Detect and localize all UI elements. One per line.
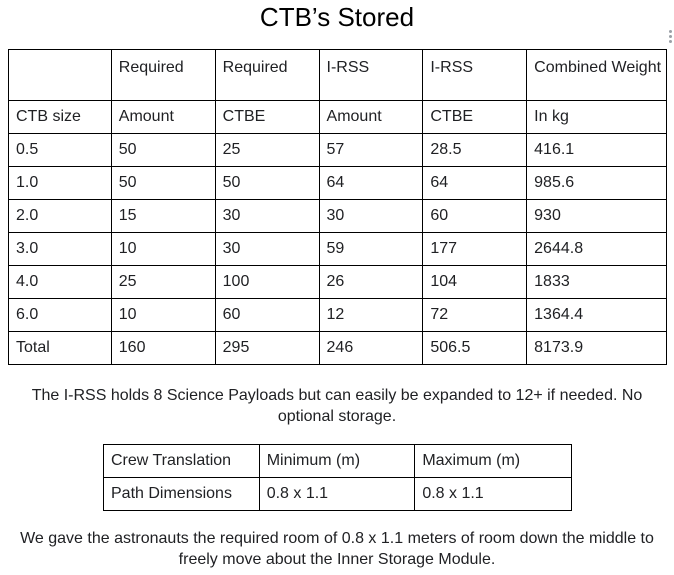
header-row-top	[9, 50, 667, 101]
table-cell: 28.5	[423, 134, 527, 167]
table-row	[104, 478, 572, 511]
total-row	[9, 332, 667, 365]
table-cell: 0.5	[9, 134, 112, 167]
table-cell: 50	[215, 167, 319, 200]
table-cell: 506.5	[423, 332, 527, 365]
table-cell: 1364.4	[527, 299, 667, 332]
table-cell: 50	[111, 167, 215, 200]
table-cell: 100	[215, 266, 319, 299]
table-row	[9, 200, 667, 233]
header-cell: Amount	[319, 101, 423, 134]
table-cell: 10	[111, 299, 215, 332]
table-cell: 0.8 x 1.1	[259, 478, 415, 511]
table-cell: 4.0	[9, 266, 112, 299]
crew-translation-table	[103, 444, 572, 511]
payload-note: The I-RSS holds 8 Science Payloads but can easily be expanded to 12+ if needed. No optional storage.	[31, 387, 643, 425]
table-cell: Path Dimensions	[104, 478, 260, 511]
room-note: We gave the astronauts the required room of 0.8 x 1.1 meters of room down the middle to freely move about the Inner Storage Module.	[20, 530, 654, 568]
table-cell: 985.6	[527, 167, 667, 200]
header-cell: Combined Weight	[527, 50, 667, 101]
header-cell: I-RSS	[423, 50, 527, 101]
table-cell: 0.8 x 1.1	[415, 478, 572, 511]
table-cell: 50	[111, 134, 215, 167]
table-cell: 6.0	[9, 299, 112, 332]
table-cell: 246	[319, 332, 423, 365]
table-cell: 416.1	[527, 134, 667, 167]
table-cell: 30	[215, 200, 319, 233]
header-row-bottom	[9, 101, 667, 134]
header-cell: Amount	[111, 101, 215, 134]
header-cell: In kg	[527, 101, 667, 134]
header-cell	[9, 50, 112, 101]
more-options-icon[interactable]	[666, 27, 674, 45]
header-cell: CTBE	[215, 101, 319, 134]
table-cell: 30	[215, 233, 319, 266]
table-cell: Total	[9, 332, 112, 365]
page-title: CTB’s Stored	[259, 2, 415, 32]
table-cell: 12	[319, 299, 423, 332]
table-cell: 160	[111, 332, 215, 365]
table-cell: 930	[527, 200, 667, 233]
table-cell: 2644.8	[527, 233, 667, 266]
table-cell: 295	[215, 332, 319, 365]
table-cell: 3.0	[9, 233, 112, 266]
table-row	[9, 134, 667, 167]
table-row	[9, 233, 667, 266]
table-cell: 59	[319, 233, 423, 266]
table-cell: 25	[215, 134, 319, 167]
table-cell: 15	[111, 200, 215, 233]
table-row	[9, 167, 667, 200]
header-cell: Required	[215, 50, 319, 101]
table-cell: 64	[319, 167, 423, 200]
table-cell: 26	[319, 266, 423, 299]
header-cell: CTBE	[423, 101, 527, 134]
table-cell: 8173.9	[527, 332, 667, 365]
table-cell: 64	[423, 167, 527, 200]
header-cell: Required	[111, 50, 215, 101]
header-cell: Minimum (m)	[259, 445, 415, 478]
table-cell: 57	[319, 134, 423, 167]
table-row	[9, 299, 667, 332]
ctb-storage-table	[8, 49, 667, 365]
table-cell: 30	[319, 200, 423, 233]
table-cell: 72	[423, 299, 527, 332]
table-cell: 60	[215, 299, 319, 332]
table-cell: 2.0	[9, 200, 112, 233]
header-row	[104, 445, 572, 478]
table-cell: 25	[111, 266, 215, 299]
header-cell: Maximum (m)	[415, 445, 572, 478]
table-cell: 60	[423, 200, 527, 233]
table-row	[9, 266, 667, 299]
table-cell: 177	[423, 233, 527, 266]
table-cell: 104	[423, 266, 527, 299]
header-cell: I-RSS	[319, 50, 423, 101]
table-cell: 10	[111, 233, 215, 266]
table-cell: 1.0	[9, 167, 112, 200]
header-cell: Crew Translation	[104, 445, 260, 478]
table-cell: 1833	[527, 266, 667, 299]
header-cell: CTB size	[9, 101, 112, 134]
